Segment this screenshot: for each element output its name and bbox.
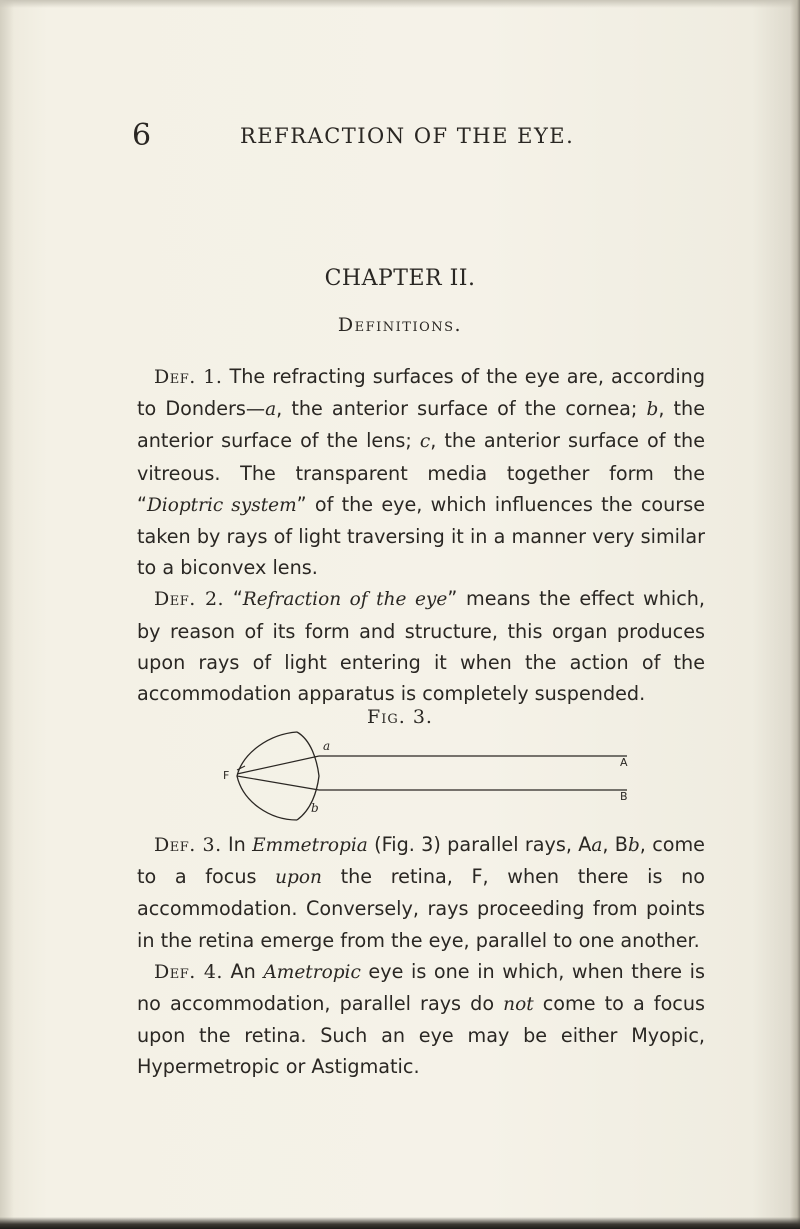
def-1-text: , the anterior surface of the cornea; bbox=[276, 397, 647, 421]
label-b: b bbox=[311, 801, 319, 815]
def-1-a: a bbox=[265, 399, 277, 421]
definition-4 bbox=[137, 956, 705, 1083]
eye-diagram-svg bbox=[215, 730, 635, 822]
def-3-upon: upon bbox=[275, 867, 322, 889]
def-2-label: Def. 2. bbox=[154, 588, 225, 611]
def-1-label: Def. 1. bbox=[154, 366, 223, 388]
def-2-text: ” means the effect which, by reason of its form and structure, this organ produces upon rays of light entering it when the action of the accommodation apparatus is completely suspended. bbox=[137, 587, 706, 706]
def-4-not: not bbox=[503, 994, 534, 1016]
definition-2 bbox=[137, 583, 705, 709]
def-3-label: Def. 3. bbox=[154, 834, 222, 856]
eye-globe-outline bbox=[237, 732, 297, 820]
def-4-text: come to a focus upon the retina. Such an eye may be either Myopic, Hypermetropic or Astigmatic. bbox=[137, 992, 706, 1079]
section-title: Definitions. bbox=[337, 314, 463, 336]
label-B: B bbox=[620, 790, 628, 803]
def-3-text: , B bbox=[602, 833, 628, 856]
def-3-text: , come to a focus bbox=[137, 833, 705, 889]
refracted-ray-a bbox=[237, 756, 319, 774]
def-3-text: the retina, F, when there is no accommodation. Conversely, rays proceeding from points in the retina emerge from the eye, parallel to one another. bbox=[137, 865, 705, 952]
page-top-edge bbox=[0, 0, 800, 8]
def-2-text: “ bbox=[224, 587, 243, 611]
label-a: a bbox=[323, 739, 331, 753]
def-4-term: Ametropic bbox=[263, 961, 361, 983]
definitions-block-2 bbox=[137, 829, 705, 1083]
running-header bbox=[132, 118, 692, 152]
definitions-block-1 bbox=[137, 361, 705, 709]
def-3-b: b bbox=[627, 835, 640, 856]
chapter-title: CHAPTER II. bbox=[324, 266, 476, 291]
def-4-text: An bbox=[222, 959, 264, 983]
label-F: F bbox=[223, 769, 230, 782]
running-title: REFRACTION OF THE EYE. bbox=[240, 124, 575, 148]
def-2-term: Refraction of the eye bbox=[242, 589, 448, 611]
def-3-a: a bbox=[591, 835, 603, 856]
def-3-term: Emmetropia bbox=[252, 835, 368, 856]
page-gutter-shadow bbox=[0, 0, 14, 1229]
figure-caption: Fig. 3. bbox=[367, 706, 433, 728]
figure-3-emmetropia-diagram bbox=[215, 730, 635, 822]
definition-1 bbox=[137, 361, 705, 583]
def-4-text: eye is one in which, when there is no accommodation, parallel rays do bbox=[137, 959, 705, 1016]
page-number: 6 bbox=[132, 118, 153, 153]
def-3-text: (Fig. 3) parallel rays, A bbox=[367, 833, 592, 856]
def-4-label: Def. 4. bbox=[154, 960, 223, 983]
refracted-ray-b bbox=[237, 776, 319, 790]
def-1-text: ” of the eye, which influences the course taken by rays of light traversing it in a manner very similar to a biconvex lens. bbox=[137, 492, 705, 580]
label-A: A bbox=[620, 756, 628, 769]
definition-3 bbox=[137, 829, 705, 956]
def-1-b: b bbox=[646, 399, 659, 421]
def-1-c: c bbox=[419, 431, 431, 453]
def-1-text: , the anterior surface of the lens; bbox=[137, 397, 706, 453]
def-3-text: In bbox=[221, 833, 253, 856]
page-bottom-edge bbox=[0, 1217, 800, 1229]
def-1-text: The refracting surfaces of the eye are, according to Donders— bbox=[137, 365, 705, 421]
page-right-edge bbox=[790, 0, 800, 1229]
def-1-text: , the anterior surface of the vitreous. The transparent media together form the “ bbox=[137, 429, 706, 516]
def-1-term: Dioptric system bbox=[146, 494, 297, 516]
